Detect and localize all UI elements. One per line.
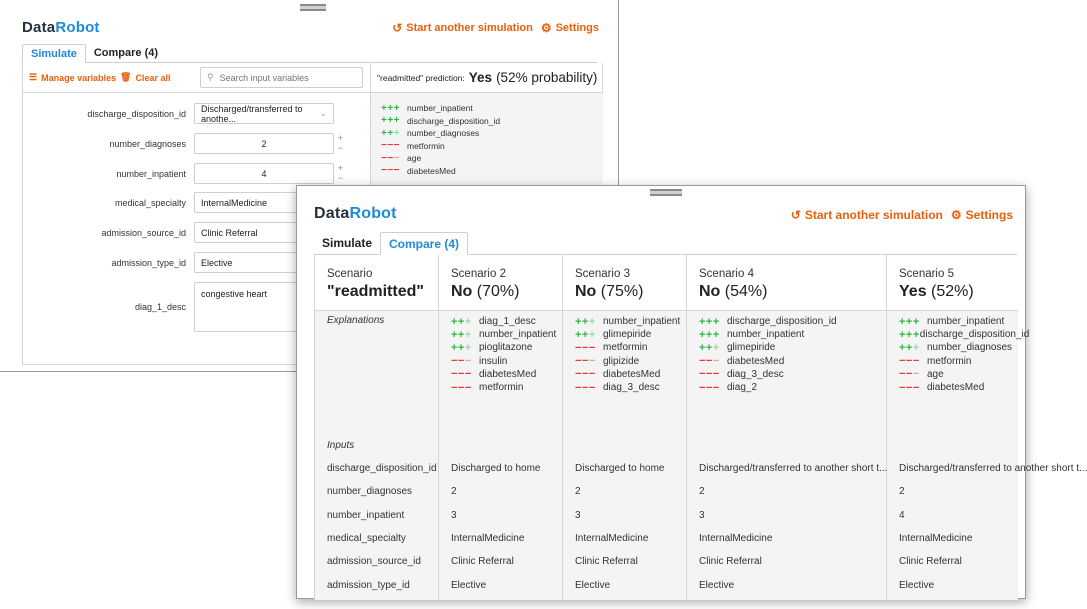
scenario-prediction: No (70%): [451, 283, 520, 300]
explanation-row: [575, 381, 680, 394]
explanation-name: diabetesMed: [479, 368, 537, 380]
row-label: number_inpatient: [327, 510, 405, 521]
explanation-row: [899, 368, 1018, 381]
explanation-name: glipizide: [603, 355, 640, 367]
scenario-target: "readmitted": [327, 283, 424, 300]
scenario-column-body: [887, 311, 1087, 600]
settings-link[interactable]: [951, 208, 1013, 222]
select-value: Discharged/transferred to anothe...: [201, 103, 303, 124]
explanation-strength: −−−: [381, 152, 401, 164]
manage-variables-button[interactable]: [29, 72, 116, 83]
explanation-strength: +++: [381, 115, 401, 127]
field-label: admission_source_id: [101, 227, 186, 238]
explanation-strength: +++: [899, 315, 920, 328]
explanation-name: diabetesMed: [927, 382, 985, 394]
field-label: number_inpatient: [116, 168, 186, 179]
table-cell: Discharged/transferred to another short t...: [899, 463, 1087, 474]
trash-icon: 🗑: [120, 72, 132, 82]
row-label: medical_specialty: [327, 533, 406, 544]
explanation-name: number_inpatient: [407, 103, 473, 114]
scenario-name: Scenario 5: [899, 268, 954, 280]
search-input[interactable]: [220, 73, 350, 83]
field-row: [23, 103, 370, 124]
simulate-toolbar: [23, 63, 370, 93]
explanation-name: metformin: [603, 342, 648, 354]
admission-source-input[interactable]: Clinic Referral: [194, 222, 334, 243]
table-cell: Clinic Referral: [575, 556, 638, 567]
explanation-name: diag_2: [727, 382, 758, 394]
tab-bar: [22, 44, 597, 63]
search-icon: ⚲: [207, 72, 214, 82]
scenario-column-body: [439, 311, 563, 600]
tab-simulate[interactable]: Simulate: [322, 236, 373, 250]
explanation-strength: −−−: [575, 341, 596, 354]
table-cell: Clinic Referral: [451, 556, 514, 567]
explanation-strength: −−−: [699, 381, 720, 394]
table-cell: InternalMedicine: [575, 533, 649, 544]
prediction-value: Yes: [468, 70, 493, 85]
explanation-strength: +++: [575, 328, 596, 341]
explanation-name: metformin: [407, 140, 445, 151]
explanation-name: diag_1_desc: [479, 316, 536, 328]
table-cell: 2: [451, 486, 457, 497]
explanation-list: [899, 315, 1030, 394]
explanation-strength: −−−: [899, 368, 920, 381]
scenario-column-body: [563, 311, 687, 600]
medical-specialty-input[interactable]: InternalMedicine: [194, 192, 334, 213]
explanation-strength: +++: [899, 328, 920, 341]
list-icon: ☰: [29, 72, 38, 82]
scenario-name: Scenario 3: [575, 268, 630, 280]
tab-simulate[interactable]: Simulate: [22, 44, 86, 63]
table-cell: Elective: [451, 580, 487, 591]
explanation-row: [575, 368, 680, 381]
explanation-name: discharge_disposition_id: [407, 115, 501, 126]
compare-header-row: [315, 255, 1018, 311]
explanation-name: number_inpatient: [603, 316, 681, 328]
explanation-row: [381, 102, 603, 115]
diag-1-desc-textarea[interactable]: congestive heart: [194, 282, 334, 332]
explanation-name: number_diagnoses: [407, 128, 480, 139]
prediction-header: [370, 63, 603, 93]
explanation-name: glimepiride: [603, 329, 652, 341]
explanation-strength: +++: [381, 102, 401, 114]
explanation-name: age: [927, 368, 944, 380]
explanation-name: pioglitazone: [479, 342, 533, 354]
explanation-name: discharge_disposition_id: [919, 329, 1030, 341]
explanation-row: [451, 315, 556, 328]
table-cell: Elective: [699, 580, 735, 591]
explanation-row: [381, 127, 603, 140]
search-box: [200, 67, 363, 88]
explanation-row: [575, 341, 680, 354]
field-label: medical_specialty: [114, 197, 186, 208]
explanation-name: diabetesMed: [727, 355, 785, 367]
explanation-strength: −−−: [575, 355, 596, 368]
start-simulation-label: Start another simulation: [804, 208, 943, 222]
window-drag-handle[interactable]: [650, 189, 682, 196]
explanation-strength: +++: [451, 315, 472, 328]
explanation-row: [899, 328, 1030, 341]
table-cell: Discharged to home: [451, 463, 541, 474]
explanation-row: [451, 368, 556, 381]
table-cell: 4: [899, 510, 905, 521]
explanation-row: [381, 165, 603, 178]
explanation-strength: −−−: [575, 381, 596, 394]
clear-all-label: Clear all: [135, 72, 171, 83]
row-labels-column: [315, 311, 439, 600]
explanation-name: number_inpatient: [927, 316, 1005, 328]
tab-bar: [314, 232, 1017, 255]
field-label: admission_type_id: [111, 257, 186, 268]
field-row: [23, 163, 370, 184]
explanation-name: glimepiride: [727, 342, 776, 354]
explanation-name: number_diagnoses: [927, 342, 1013, 354]
explanation-row: [699, 381, 837, 394]
clear-all-button[interactable]: [120, 72, 170, 83]
explanation-row: [899, 341, 1018, 354]
row-label: admission_source_id: [327, 556, 421, 567]
explanation-name: number_inpatient: [727, 329, 805, 341]
explanation-strength: −−−: [899, 355, 920, 368]
row-label: discharge_disposition_id: [327, 463, 437, 474]
explanation-row: [381, 140, 603, 153]
scenario-column: [887, 255, 1018, 310]
explanation-list: [699, 315, 837, 394]
explanation-row: [699, 341, 837, 354]
scenario-prediction: No (75%): [575, 283, 644, 300]
scenario-header: Scenario: [327, 268, 373, 280]
table-cell: 3: [699, 510, 705, 521]
row-label: number_diagnoses: [327, 486, 413, 497]
explanation-row: [699, 315, 837, 328]
explanation-row: [899, 355, 1018, 368]
table-cell: InternalMedicine: [899, 533, 973, 544]
explanation-strength: +++: [451, 328, 472, 341]
table-cell: Discharged/transferred to another short t...: [699, 463, 888, 474]
discharge-disposition-select[interactable]: [194, 103, 334, 124]
settings-label: Settings: [555, 22, 599, 34]
explanations-label: Explanations: [327, 315, 385, 326]
table-cell: 3: [451, 510, 457, 521]
window-drag-handle[interactable]: [300, 4, 326, 11]
explanation-row: [381, 152, 603, 165]
admission-type-input[interactable]: Elective: [194, 252, 334, 273]
explanation-row: [899, 381, 1018, 394]
explanation-strength: −−−: [381, 140, 401, 152]
tab-compare[interactable]: Compare (4): [93, 47, 159, 59]
restart-icon: ↺: [790, 208, 801, 222]
table-cell: InternalMedicine: [451, 533, 525, 544]
scenario-prediction: No (54%): [699, 283, 768, 300]
prediction-probability: (52% probability): [496, 70, 598, 85]
explanation-list: [575, 315, 680, 394]
field-label: discharge_disposition_id: [87, 108, 186, 119]
explanation-row: [899, 315, 1018, 328]
explanation-row: [451, 341, 556, 354]
scenario-column: [687, 255, 887, 310]
explanation-strength: +++: [699, 315, 720, 328]
table-cell: Clinic Referral: [699, 556, 762, 567]
table-cell: Elective: [899, 580, 935, 591]
explanation-row: [575, 328, 680, 341]
explanation-strength: −−−: [451, 368, 472, 381]
explanation-strength: +++: [899, 341, 920, 354]
explanation-strength: −−−: [699, 368, 720, 381]
explanation-row: [699, 355, 837, 368]
number-diagnoses-input[interactable]: 2: [194, 133, 334, 154]
decrement-icon[interactable]: −: [337, 143, 344, 153]
scenario-label-column: [315, 255, 439, 310]
compare-window: [296, 185, 1087, 599]
table-cell: Clinic Referral: [899, 556, 962, 567]
explanation-name: age: [407, 153, 422, 164]
explanation-strength: −−−: [451, 381, 472, 394]
scenario-name: Scenario 2: [451, 268, 506, 280]
explanation-row: [699, 368, 837, 381]
manage-variables-label: Manage variables: [41, 72, 117, 83]
explanation-name: diag_3_desc: [727, 368, 784, 380]
explanation-row: [451, 381, 556, 394]
explanation-name: diabetesMed: [407, 165, 456, 176]
scenario-prediction: Yes (52%): [899, 283, 974, 300]
explanation-name: discharge_disposition_id: [727, 316, 837, 328]
table-cell: 2: [899, 486, 905, 497]
compare-table: [314, 255, 1087, 600]
explanation-row: [575, 355, 680, 368]
explanation-name: insulin: [479, 355, 508, 367]
restart-icon: ↺: [392, 21, 403, 35]
explanation-strength: +++: [699, 341, 720, 354]
table-cell: 2: [575, 486, 581, 497]
table-cell: InternalMedicine: [699, 533, 773, 544]
start-simulation-link[interactable]: [392, 21, 533, 35]
explanation-strength: −−−: [451, 355, 472, 368]
tab-compare[interactable]: Compare (4): [380, 232, 468, 255]
datarobot-logo: DataRobot: [314, 205, 397, 222]
explanation-strength: +++: [575, 315, 596, 328]
prediction-prefix: "readmitted" prediction:: [377, 72, 465, 83]
explanation-name: number_inpatient: [479, 329, 557, 341]
explanation-strength: −−−: [899, 381, 920, 394]
number-inpatient-input[interactable]: 4: [194, 163, 334, 184]
explanation-row: [575, 315, 680, 328]
explanation-strength: +++: [699, 328, 720, 341]
table-cell: 2: [699, 486, 705, 497]
start-simulation-label: Start another simulation: [406, 22, 533, 34]
explanation-row: [699, 328, 837, 341]
gear-icon: ⚙: [540, 21, 552, 35]
gear-icon: ⚙: [950, 208, 962, 222]
scenario-column: [439, 255, 563, 310]
table-cell: Elective: [575, 580, 611, 591]
scenario-column-body: [687, 311, 887, 600]
explanation-row: [381, 115, 603, 128]
field-row: [23, 133, 370, 154]
explanation-list: [451, 315, 556, 394]
increment-icon[interactable]: +: [337, 133, 344, 143]
inputs-label: Inputs: [327, 440, 355, 451]
decrement-icon[interactable]: −: [337, 173, 344, 183]
explanation-name: metformin: [479, 382, 524, 394]
scenario-column: [563, 255, 687, 310]
explanation-strength: −−−: [381, 165, 401, 177]
explanation-strength: −−−: [699, 355, 720, 368]
compare-body: [315, 311, 1087, 600]
datarobot-logo: DataRobot: [22, 19, 100, 36]
explanation-name: metformin: [927, 355, 972, 367]
settings-label: Settings: [965, 208, 1013, 222]
field-label: number_diagnoses: [109, 138, 186, 149]
explanation-row: [451, 355, 556, 368]
explanation-name: diag_3_desc: [603, 382, 660, 394]
chevron-down-icon: ⌄: [319, 108, 327, 118]
start-simulation-link[interactable]: [791, 208, 943, 222]
number-diagnoses-stepper[interactable]: [335, 133, 346, 154]
explanation-row: [451, 328, 556, 341]
explanation-strength: +++: [451, 341, 472, 354]
settings-link[interactable]: [541, 21, 599, 35]
number-inpatient-stepper[interactable]: [335, 163, 346, 184]
explanation-name: diabetesMed: [603, 368, 661, 380]
row-label: admission_type_id: [327, 580, 410, 591]
table-cell: 3: [575, 510, 581, 521]
scenario-name: Scenario 4: [699, 268, 754, 280]
explanation-strength: −−−: [575, 368, 596, 381]
increment-icon[interactable]: +: [337, 163, 344, 173]
field-label: diag_1_desc: [134, 302, 186, 312]
table-cell: Discharged to home: [575, 463, 665, 474]
explanation-strength: +++: [381, 127, 401, 139]
